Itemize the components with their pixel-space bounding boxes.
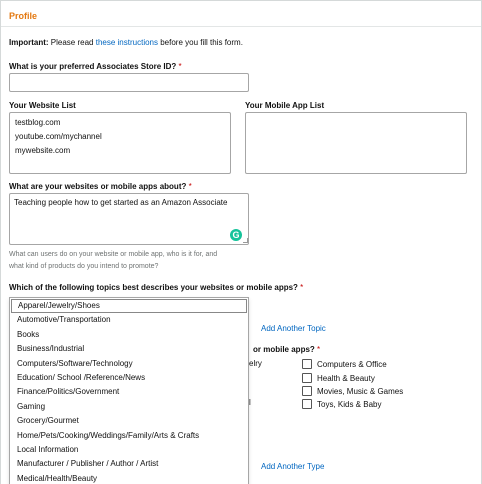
product-type-option[interactable]: Health & Beauty: [302, 372, 375, 384]
important-after: before you fill this form.: [160, 38, 243, 47]
checkbox[interactable]: [302, 373, 312, 383]
instructions-link[interactable]: these instructions: [95, 38, 158, 47]
required-marker: *: [188, 182, 192, 191]
about-hint: What can users do on your website or mobile app, who is it for, and what kind of products do you intend to promote?: [9, 251, 218, 270]
dropdown-option[interactable]: Education/ School /Reference/News: [17, 372, 146, 382]
add-another-topic-link[interactable]: Add Another Topic: [261, 324, 326, 333]
mobile-app-list-textarea[interactable]: [245, 112, 467, 174]
product-type-partial: elry: [249, 359, 262, 368]
dropdown-option[interactable]: Medical/Health/Beauty: [17, 473, 98, 483]
about-label: What are your websites or mobile apps about? *: [9, 182, 192, 191]
section-divider: [1, 26, 481, 27]
topics-label: Which of the following topics best describes your websites or mobile apps? *: [9, 283, 304, 292]
product-type-partial: l: [249, 398, 251, 407]
checkbox[interactable]: [302, 399, 312, 409]
dropdown-option[interactable]: Automotive/Transportation: [17, 315, 111, 325]
dropdown-option[interactable]: Grocery/Gourmet: [17, 416, 79, 426]
important-label: Important:: [9, 38, 49, 47]
dropdown-option[interactable]: Finance/Politics/Government: [17, 387, 120, 397]
dropdown-option[interactable]: Gaming: [17, 401, 46, 411]
frame-left-border: [0, 0, 1, 484]
grammarly-icon[interactable]: G: [230, 229, 242, 241]
website-list-label: Your Website List: [9, 101, 76, 110]
dropdown-option[interactable]: Computers/Software/Technology: [17, 358, 133, 368]
required-marker: *: [300, 283, 304, 292]
dropdown-option[interactable]: Home/Pets/Cooking/Weddings/Family/Arts & Crafts: [17, 430, 200, 440]
frame-top-border: [0, 0, 482, 1]
about-value: Teaching people how to get started as an Amazon Associate: [14, 198, 228, 207]
topics-dropdown-list[interactable]: [9, 297, 249, 484]
mobile-app-list-label: Your Mobile App List: [245, 101, 325, 110]
dropdown-option[interactable]: Local Information: [17, 444, 79, 454]
dropdown-option[interactable]: Books: [17, 329, 40, 339]
add-another-type-link[interactable]: Add Another Type: [261, 462, 325, 471]
important-before: Please read: [50, 38, 94, 47]
website-item: mywebsite.com: [15, 146, 71, 155]
product-type-option[interactable]: Toys, Kids & Baby: [302, 398, 381, 410]
website-list-content: [15, 116, 102, 158]
important-notice: [9, 38, 243, 47]
dropdown-option[interactable]: Business/Industrial: [17, 344, 85, 354]
product-types-label: or mobile apps? *: [253, 345, 321, 354]
website-item: testblog.com: [15, 118, 61, 127]
store-id-input[interactable]: [9, 73, 249, 92]
dropdown-option[interactable]: Manufacturer / Publisher / Author / Artist: [17, 459, 159, 469]
product-type-option[interactable]: Movies, Music & Games: [302, 385, 403, 397]
website-item: youtube.com/mychannel: [15, 132, 102, 141]
dropdown-option[interactable]: Apparel/Jewelry/Shoes: [11, 299, 247, 313]
checkbox[interactable]: [302, 386, 312, 396]
checkbox[interactable]: [302, 359, 312, 369]
resize-handle-icon[interactable]: [243, 238, 248, 243]
store-id-label: What is your preferred Associates Store ID? *: [9, 62, 182, 71]
product-type-option[interactable]: Computers & Office: [302, 358, 387, 370]
section-title: Profile: [9, 11, 38, 21]
required-marker: *: [317, 345, 321, 354]
required-marker: *: [178, 62, 182, 71]
